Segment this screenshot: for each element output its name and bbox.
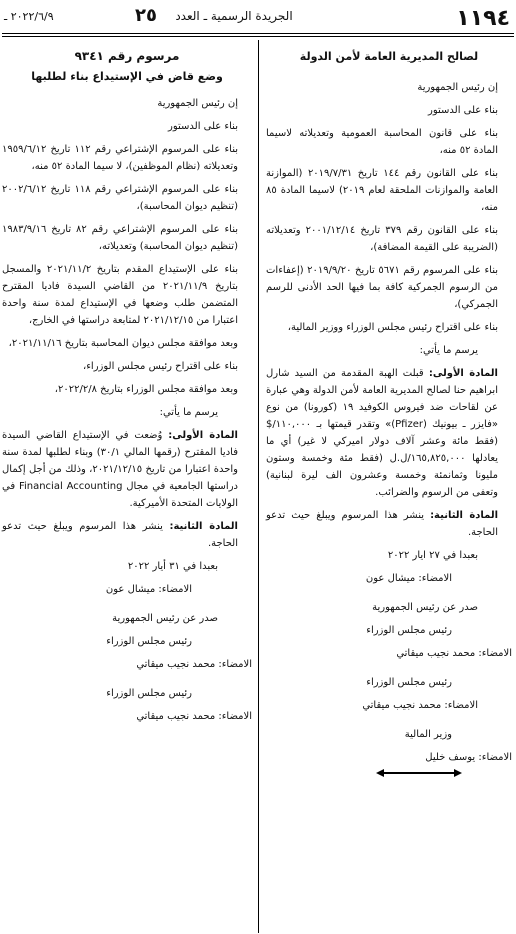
page-header [0, 0, 516, 40]
pm-signature: الامضاء: محمد نجيب ميقاتي [396, 648, 512, 659]
page-number: ١١٩٤ [456, 6, 510, 31]
article-2-text: ينشر هذا المرسوم ويبلغ حيث تدعو الحاجة. [2, 521, 238, 549]
preamble-paragraph: بناء على الدستور [168, 121, 238, 132]
end-of-decree-mark [384, 772, 454, 774]
article-1-label: المادة الأولى: [168, 430, 238, 441]
pm-signature-2: الامضاء: محمد نجيب ميقاتي [362, 700, 478, 711]
preamble-paragraph: إن رئيس الجمهورية [417, 82, 498, 93]
issued-by: صدر عن رئيس الجمهورية [112, 613, 218, 624]
article-2-label: المادة الثانية: [430, 510, 498, 521]
preamble-paragraph: بناء على الدستور [428, 105, 498, 116]
preamble-paragraph: بناء على الإستيداع المقدم بتاريخ ٢٠٢١/١١/٢ والمسجل بتاريخ ٢٠٢١/١١/٩ من القاضي السيدة فاديا المقترح المتضمن طلب وضعها في الإستيداع لمدة سنة واحدة اعتبارا من ٢٠٢١/١٢/١٥ لمتابعة دراستها في الخارج، [2, 264, 238, 326]
preamble-paragraph: بناء على اقتراح رئيس مجلس الوزراء، [83, 361, 238, 372]
issue-date: ٢٠٢٢/٦/٩ ـ [4, 10, 54, 23]
issued-by: صدر عن رئيس الجمهورية [372, 602, 478, 613]
preamble-paragraph: بناء على المرسوم رقم ٥٦٧١ تاريخ ٢٠١٩/٩/٢٠ (إعفاءات من الرسوم الجمركية كافة بما فيها الحد الأدنى للرسم الجمركي)، [266, 265, 498, 310]
finance-minister-title: وزير المالية [404, 729, 452, 740]
header-rule [2, 33, 514, 37]
preamble-paragraph: بناء على المرسوم الإشتراعي رقم ٨٢ تاريخ ١٩٨٣/٩/١٦ (تنظيم ديوان المحاسبة) وتعديلاته، [2, 224, 238, 252]
article-2 [266, 507, 512, 541]
pm-title: رئيس مجلس الوزراء [366, 625, 452, 636]
finance-minister-signature: الامضاء: يوسف خليل [425, 752, 512, 763]
president-signature: الامضاء: ميشال عون [365, 573, 452, 584]
pm-signature-2: الامضاء: محمد نجيب ميقاتي [136, 711, 252, 722]
right-column [266, 48, 512, 774]
pm-signature: الامضاء: محمد نجيب ميقاتي [136, 659, 252, 670]
publication-title: الجريدة الرسمية ـ العدد [175, 9, 293, 23]
pm-title-2: رئيس مجلس الوزراء [366, 677, 452, 688]
article-1-label: المادة الأولى: [428, 368, 498, 379]
preamble-paragraph: بناء على المرسوم الإشتراعي رقم ١١٨ تاريخ ٢٠٠٢/٦/١٢ (تنظيم ديوان المحاسبة)، [2, 184, 239, 212]
preamble-paragraph: إن رئيس الجمهورية [157, 98, 238, 109]
article-2-label: المادة الثانية: [169, 521, 238, 532]
pm-title-2: رئيس مجلس الوزراء [106, 688, 192, 699]
decree-intro: يرسم ما يأتي: [159, 407, 218, 418]
preamble-paragraph: بناء على اقتراح رئيس مجلس الوزراء ووزير المالية، [287, 322, 498, 333]
preamble-paragraph: بناء على القانون رقم ١٤٤ تاريخ ٢٠١٩/٧/٣١ (الموازنة العامة والموازنات الملحقة لعام ٢٠١٩) لاسيما المادة ٨٥ منه، [266, 168, 499, 213]
preamble-paragraph: بناء على القانون رقم ٣٧٩ تاريخ ٢٠٠١/١٢/١٤ وتعديلاته (الضريبة على القيمة المضافة)، [266, 225, 498, 253]
column-divider [258, 40, 259, 933]
pm-title: رئيس مجلس الوزراء [106, 636, 192, 647]
article-2-text: ينشر هذا المرسوم ويبلغ حيث تدعو الحاجة. [266, 510, 498, 538]
signed-date: بعبدا في ٢٧ ايار ٢٠٢٢ [387, 550, 478, 561]
article-1-text: قبلت الهبة المقدمة من السيد شارل ابراهيم حنا لصالح المديرية العامة لأمن الدولة وهي عبارة عن لقاحات ضد فيروس الكوفيد ١٩ (كورونا) من نوع «فايزر ـ بيونيك (Pfizer)» وتقدر قيمتها بـ ١١٠,٠٠٠/$ (فقط مائة وعشر آلاف دولار اميركي لا غير) أي ما يعادلها ١٦٥,٨٢٥,٠٠٠/ل.ل (فقط مئة وخمسة وستون مليونا وثمانمئة وخمسة وعشرون الف ليرة لبنانية) وتعفى من الرسوم والضرائب. [266, 368, 499, 498]
article-2 [2, 518, 252, 552]
article-1-text: وُضعت في الإستيداع القاضي السيدة فاديا المقترح (رقمها المالي ٣٠/١) وبناء لطلبها لمدة سنة واحدة اعتبارا من تاريخ ٢٠٢١/١٢/١٥، وذلك من أجل إكمال دراستها الجامعية في مجال Financial Accounting في الولايات المتحدة الأميركية. [2, 430, 238, 509]
decree-number: مرسوم رقم ٩٣٤١ [74, 49, 180, 63]
issue-number: ٢٥ [135, 5, 157, 26]
article-1 [2, 427, 252, 512]
article-1 [266, 365, 512, 501]
preamble-paragraph: بناء على قانون المحاسبة العمومية وتعديلاته لاسيما المادة ٥٢ منه، [266, 128, 498, 156]
left-column [2, 48, 252, 731]
signed-date: بعبدا في ٣١ أيار ٢٠٢٢ [127, 561, 218, 572]
preamble-paragraph: وبعد موافقة مجلس ديوان المحاسبة بتاريخ ٢٠٢١/١١/١٦، [8, 338, 238, 349]
preamble-paragraph: وبعد موافقة مجلس الوزراء بتاريخ ٢٠٢٢/٢/٨، [54, 384, 238, 395]
decree-intro: يرسم ما يأتي: [419, 345, 478, 356]
decree-subject: وضع قاض في الإستيداع بناء لطلبها [31, 70, 223, 83]
preamble-paragraph: بناء على المرسوم الإشتراعي رقم ١١٢ تاريخ ١٩٥٩/٦/١٢ وتعديلاته (نظام الموظفين)، لا سيما المادة ٥٢ منه، [2, 144, 239, 172]
section-title: لصالح المديرية العامة لأمن الدولة [299, 50, 479, 63]
president-signature: الامضاء: ميشال عون [105, 584, 192, 595]
